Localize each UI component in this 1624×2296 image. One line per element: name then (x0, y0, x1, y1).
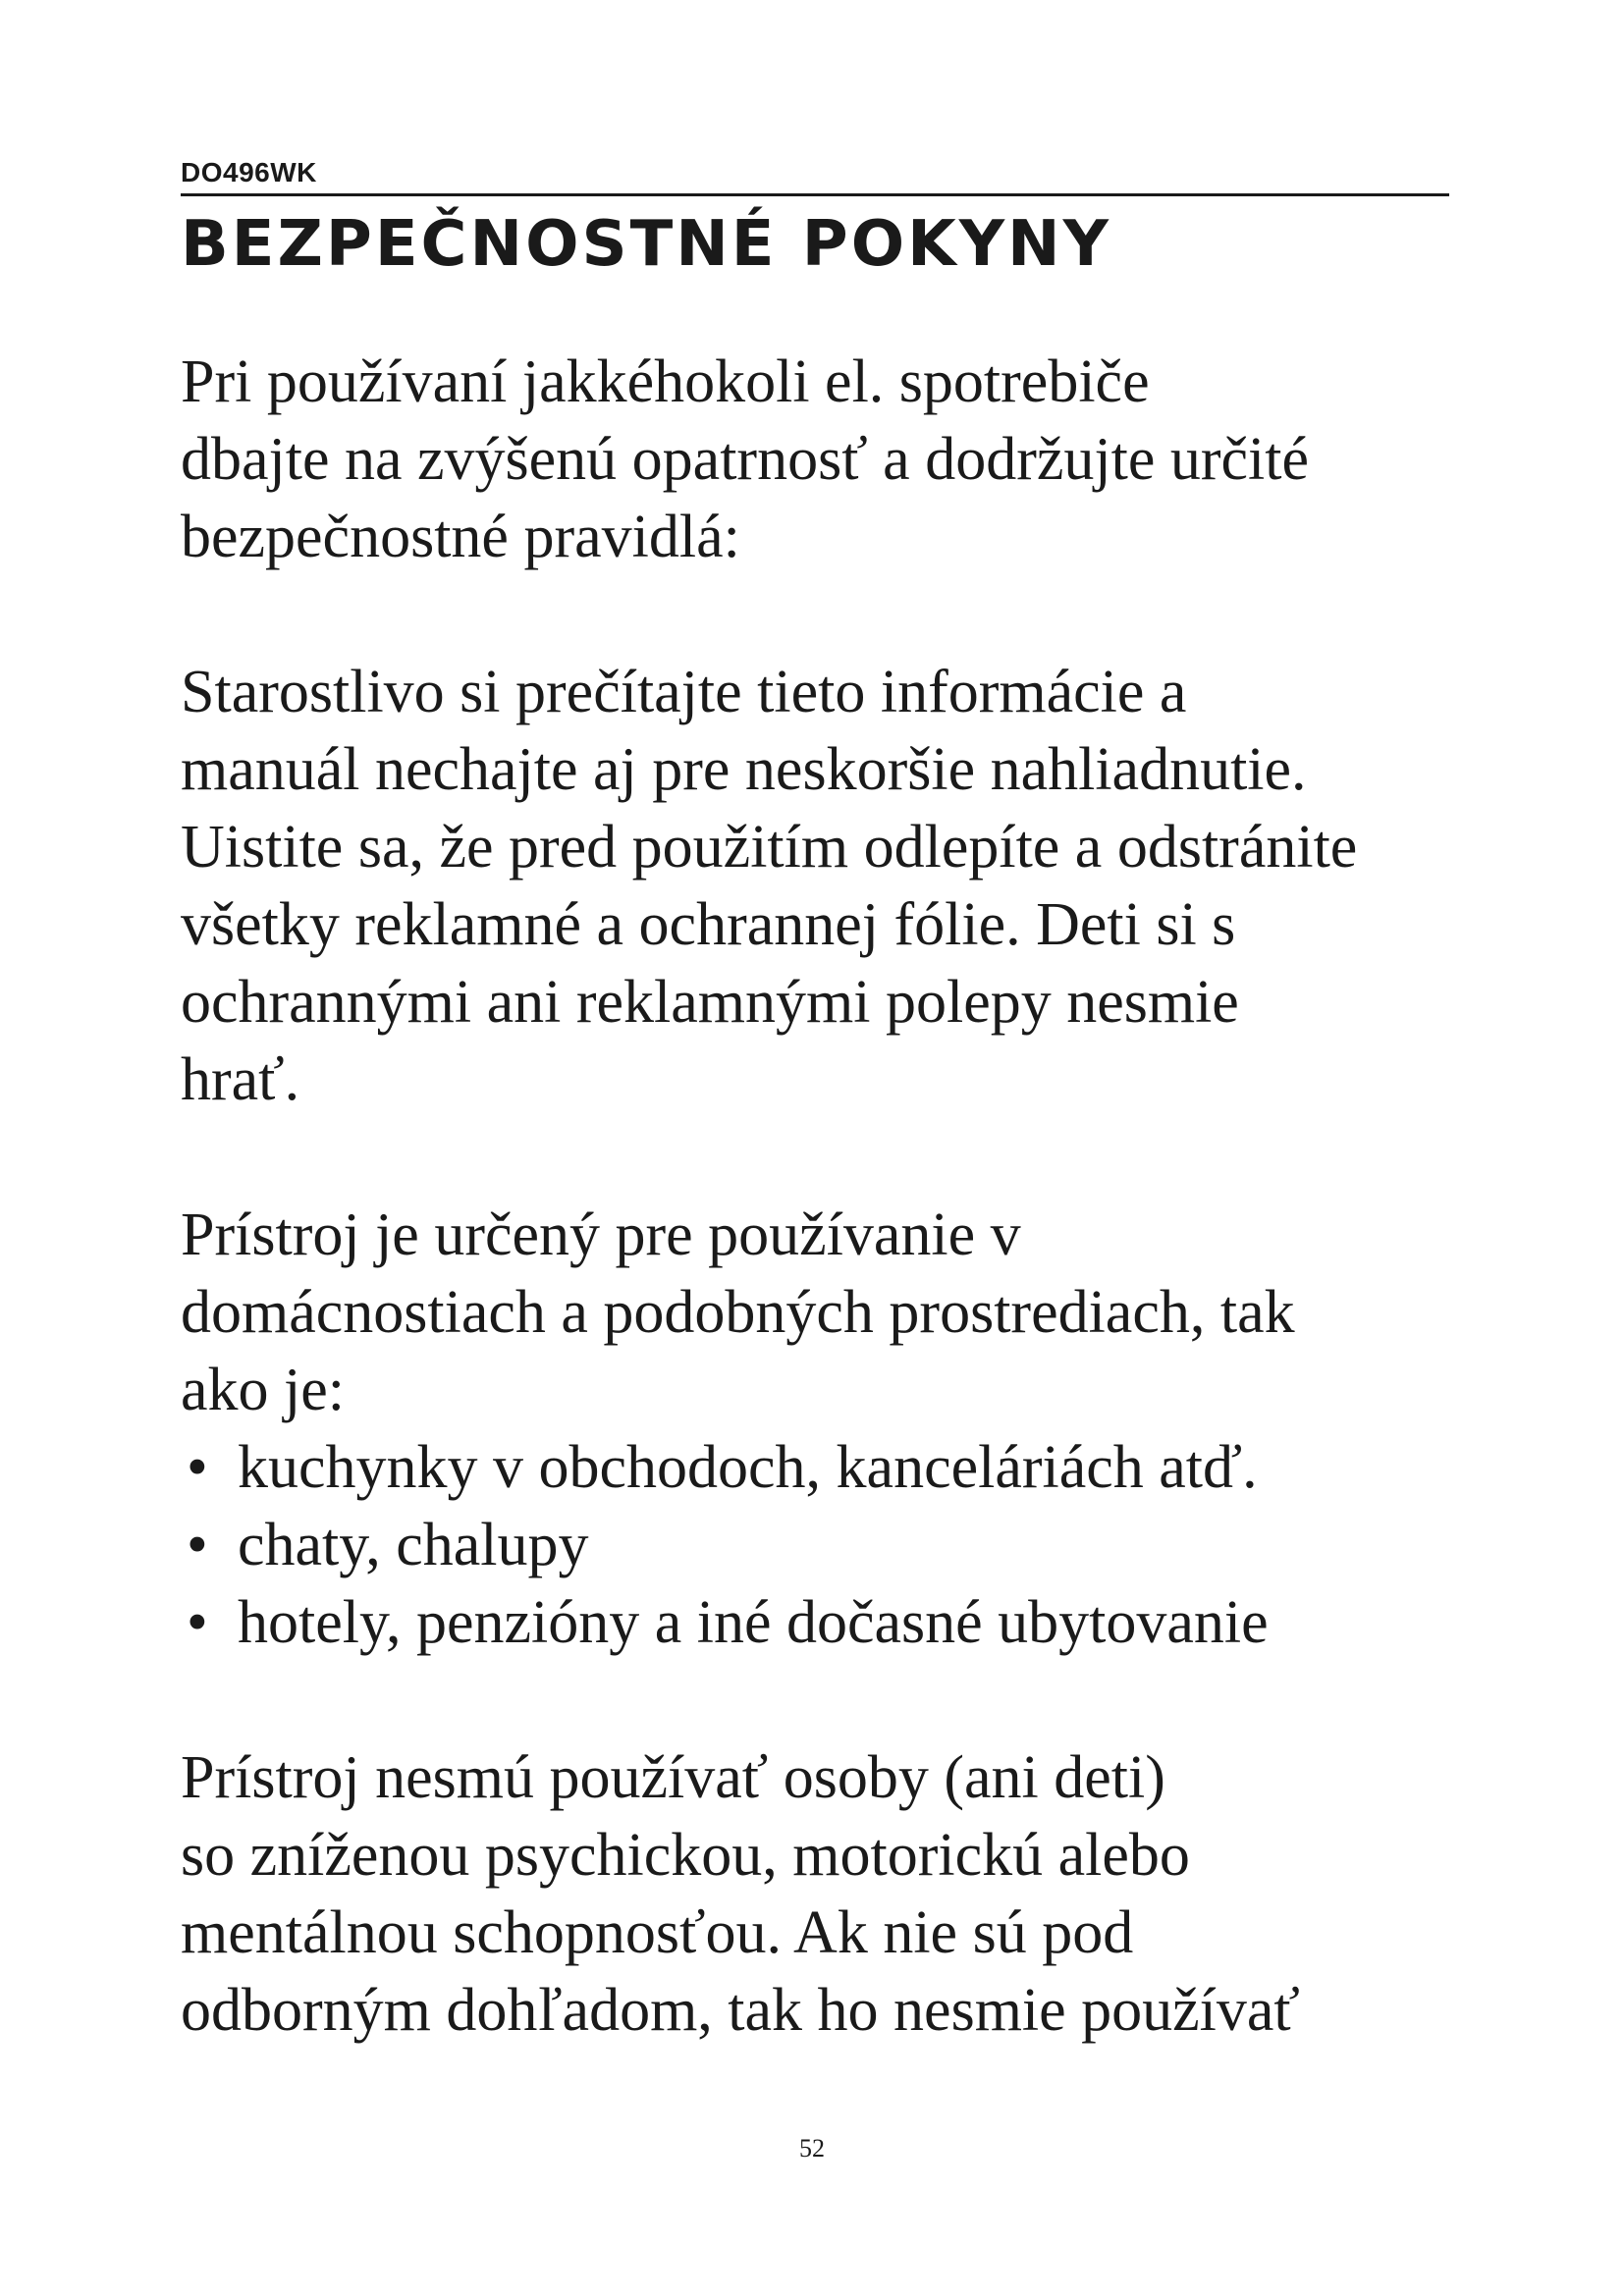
list-item (181, 1429, 1467, 1507)
text-line: dbajte na zvýšenú opatrnosť a dodržujte určité (181, 426, 1309, 493)
text-line: Prístroj je určený pre používanie v (181, 1201, 1021, 1268)
page-number: 52 (799, 2134, 825, 2163)
header-divider (181, 193, 1449, 196)
bullet-icon: • (187, 1434, 208, 1501)
list-item (181, 1584, 1467, 1662)
paragraph-intended-use (181, 1197, 1467, 1429)
text-line: Prístroj nesmú používať osoby (ani deti) (181, 1744, 1165, 1811)
text-line: Pri používaní jakkéhokoli el. spotrebiče (181, 348, 1150, 415)
paragraph-read-manual (181, 654, 1467, 1119)
text-line: Uistite sa, že pred použitím odlepíte a odstránite (181, 814, 1358, 881)
text-line: so zníženou psychickou, motorickú alebo (181, 1822, 1190, 1889)
text-line: bezpečnostné pravidlá: (181, 504, 740, 570)
text-line: hrať. (181, 1046, 300, 1113)
usage-bullet-list (181, 1429, 1467, 1662)
model-code: DO496WK (181, 157, 317, 187)
text-line: ochrannými ani reklamnými polepy nesmie (181, 969, 1239, 1036)
document-body (181, 344, 1467, 2127)
page-title: BEZPEČNOSTNÉ POKYNY (181, 208, 1111, 281)
text-line: Starostlivo si prečítajte tieto informácie a (181, 659, 1187, 725)
text-line: ako je: (181, 1357, 345, 1423)
bullet-icon: • (187, 1589, 208, 1656)
text-line: manuál nechajte aj pre neskoršie nahliadnutie. (181, 736, 1307, 803)
paragraph-restrictions (181, 1739, 1467, 2050)
list-item (181, 1507, 1467, 1584)
list-item-text: kuchynky v obchodoch, kanceláriách atď. (238, 1434, 1258, 1501)
list-item-text: chaty, chalupy (238, 1512, 589, 1578)
text-line: odborným dohľadom, tak ho nesmie používať (181, 1977, 1300, 2044)
text-line: všetky reklamné a ochrannej fólie. Deti si s (181, 891, 1236, 958)
bullet-icon: • (187, 1512, 208, 1578)
list-item-text: hotely, penzióny a iné dočasné ubytovanie (238, 1589, 1269, 1656)
text-line: mentálnou schopnosťou. Ak nie sú pod (181, 1899, 1134, 1966)
paragraph-intro (181, 344, 1467, 576)
text-line: domácnostiach a podobných prostrediach, tak (181, 1279, 1295, 1346)
